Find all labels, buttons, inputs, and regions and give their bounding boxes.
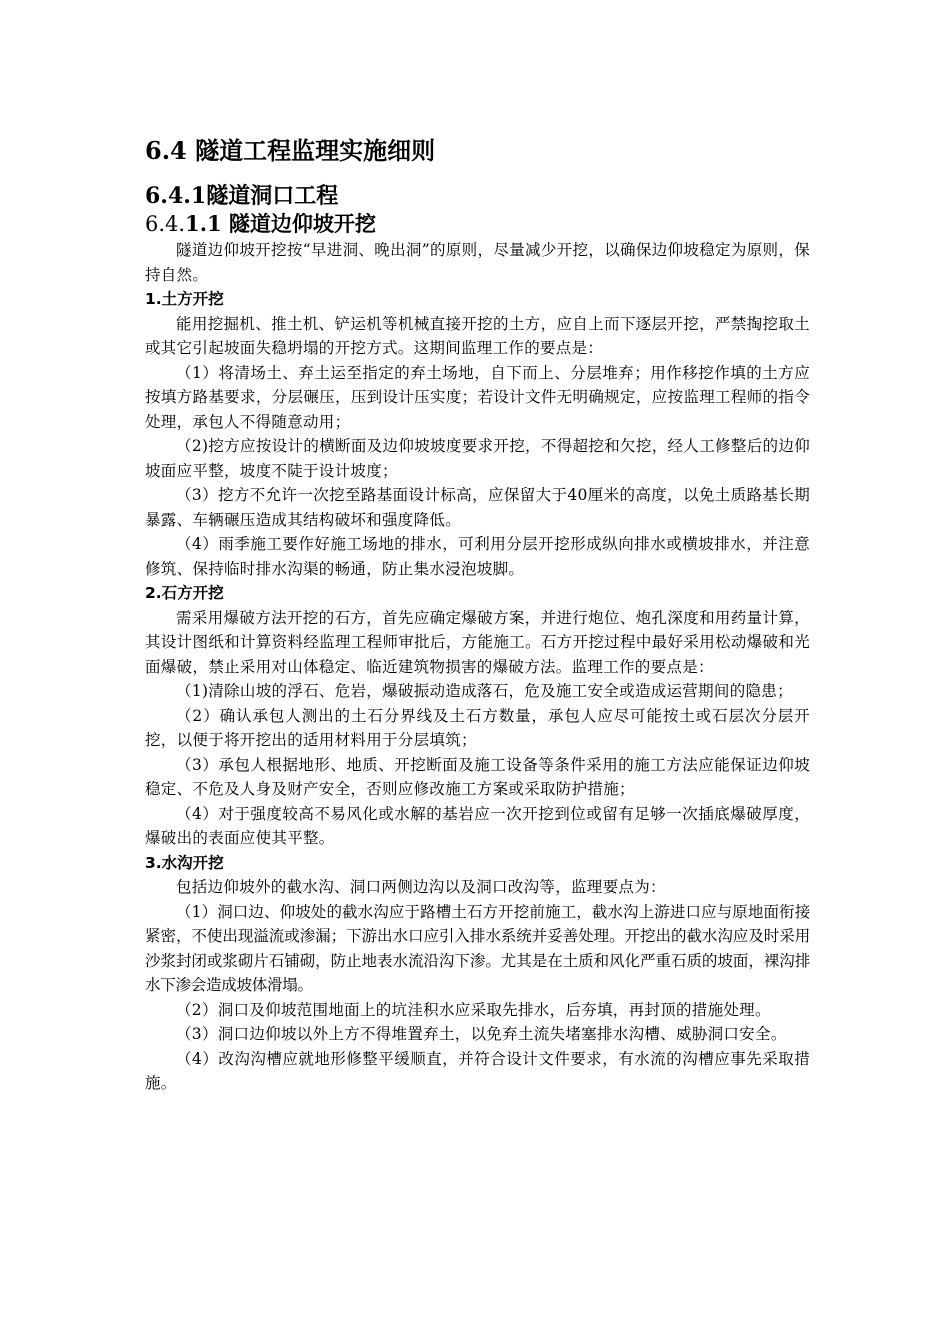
ditch-item-1: （1）洞口边、仰坡处的截水沟应于路槽土石方开挖前施工，截水沟上游进口应与原地面衔接紧密，不使出现溢流或渗漏；下游出水口应引入排水系统并妥善处理。开挖出的截水沟应及时采用沙浆封闭或浆砌片石铺砌，防止地表水流沿沟下渗。尤其是在土质和风化严重石质的坡面，裸沟排水下渗会造成坡体滑塌。 xyxy=(145,902,810,994)
rock-heading: 2.石方开挖 xyxy=(145,584,224,602)
subsection-heading xyxy=(145,210,810,238)
earth-item-1: （1）将清场土、弃土运至指定的弃土场地，自下而上、分层堆弃；用作移挖作填的土方应按填方路基要求，分层碾压，压到设计压实度；若设计文件无明确规定，应按监理工程师的指令处理，承包人不得随意动用； xyxy=(145,363,810,431)
earth-item-3: （3）挖方不允许一次挖至路基面设计标高，应保留大于40厘米的高度，以免土质路基长期暴露、车辆碾压造成其结构破坏和强度降低。 xyxy=(145,486,810,529)
subsection-prefix: 6.4. xyxy=(145,212,186,236)
section-heading: 6.4.1隧道洞口工程 xyxy=(145,183,339,209)
ditch-intro: 包括边仰坡外的截水沟、洞口两侧边沟以及洞口改沟等，监理要点为： xyxy=(176,878,666,896)
ditch-heading: 3.水沟开挖 xyxy=(145,853,224,872)
rock-intro: 需采用爆破方法开挖的石方，首先应确定爆破方案，并进行炮位、炮孔深度和用药量计算，其设计图纸和计算资料经监理工程师审批后，方能施工。石方开挖过程中最好采用松动爆破和光面爆破，禁止采用对山体稳定、临近建筑物损害的爆破方法。监理工作的要点是： xyxy=(145,608,810,676)
earth-heading: 1.土方开挖 xyxy=(145,290,224,308)
rock-item-4: （4）对于强度较高不易风化或水解的基岩应一次开挖到位或留有足够一次插底爆破厚度，爆破出的表面应使其平整。 xyxy=(145,804,810,847)
subsection-title: 1.1 隧道边仰坡开挖 xyxy=(185,211,376,236)
intro-paragraph: 隧道边仰坡开挖按“早进洞、晚出洞”的原则，尽量减少开挖，以确保边仰坡稳定为原则，保持自然。 xyxy=(145,241,810,284)
earth-intro: 能用挖掘机、推土机、铲运机等机械直接开挖的土方，应自上而下逐层开挖，严禁掏挖取土或其它引起坡面失稳坍塌的开挖方式。这期间监理工作的要点是： xyxy=(145,314,810,357)
rock-item-1: （1)清除山坡的浮石、危岩，爆破振动造成落石，危及施工安全或造成运营期间的隐患； xyxy=(176,682,793,700)
ditch-item-3: （3）洞口边仰坡以外上方不得堆置弃土，以免弃土流失堵塞排水沟槽、威胁洞口安全。 xyxy=(176,1025,787,1043)
earth-item-2: （2)挖方应按设计的横断面及边仰坡坡度要求开挖，不得超挖和欠挖，经人工修整后的边仰坡面应平整，坡度不陡于设计坡度； xyxy=(145,437,810,480)
rock-item-2: （2）确认承包人测出的土石分界线及土石方数量，承包人应尽可能按土或石层次分层开挖，以便于将开挖出的适用材料用于分层填筑； xyxy=(145,706,810,749)
ditch-item-4: （4）改沟沟槽应就地形修整平缓顺直，并符合设计文件要求，有水流的沟槽应事先采取措施。 xyxy=(145,1049,810,1092)
rock-item-3: （3）承包人根据地形、地质、开挖断面及施工设备等条件采用的施工方法应能保证边仰坡稳定、不危及人身及财产安全，否则应修改施工方案或采取防护措施； xyxy=(145,755,810,798)
ditch-item-2: （2）洞口及仰坡范围地面上的坑洼积水应采取先排水，后夯填，再封顶的措施处理。 xyxy=(176,1000,771,1019)
page-title: 6.4 隧道工程监理实施细则 xyxy=(145,136,436,165)
earth-item-4: （4）雨季施工要作好施工场地的排水，可利用分层开挖形成纵向排水或横坡排水，并注意修筑、保持临时排水沟渠的畅通，防止集水浸泡坡脚。 xyxy=(145,535,810,578)
document-body xyxy=(145,132,810,1096)
